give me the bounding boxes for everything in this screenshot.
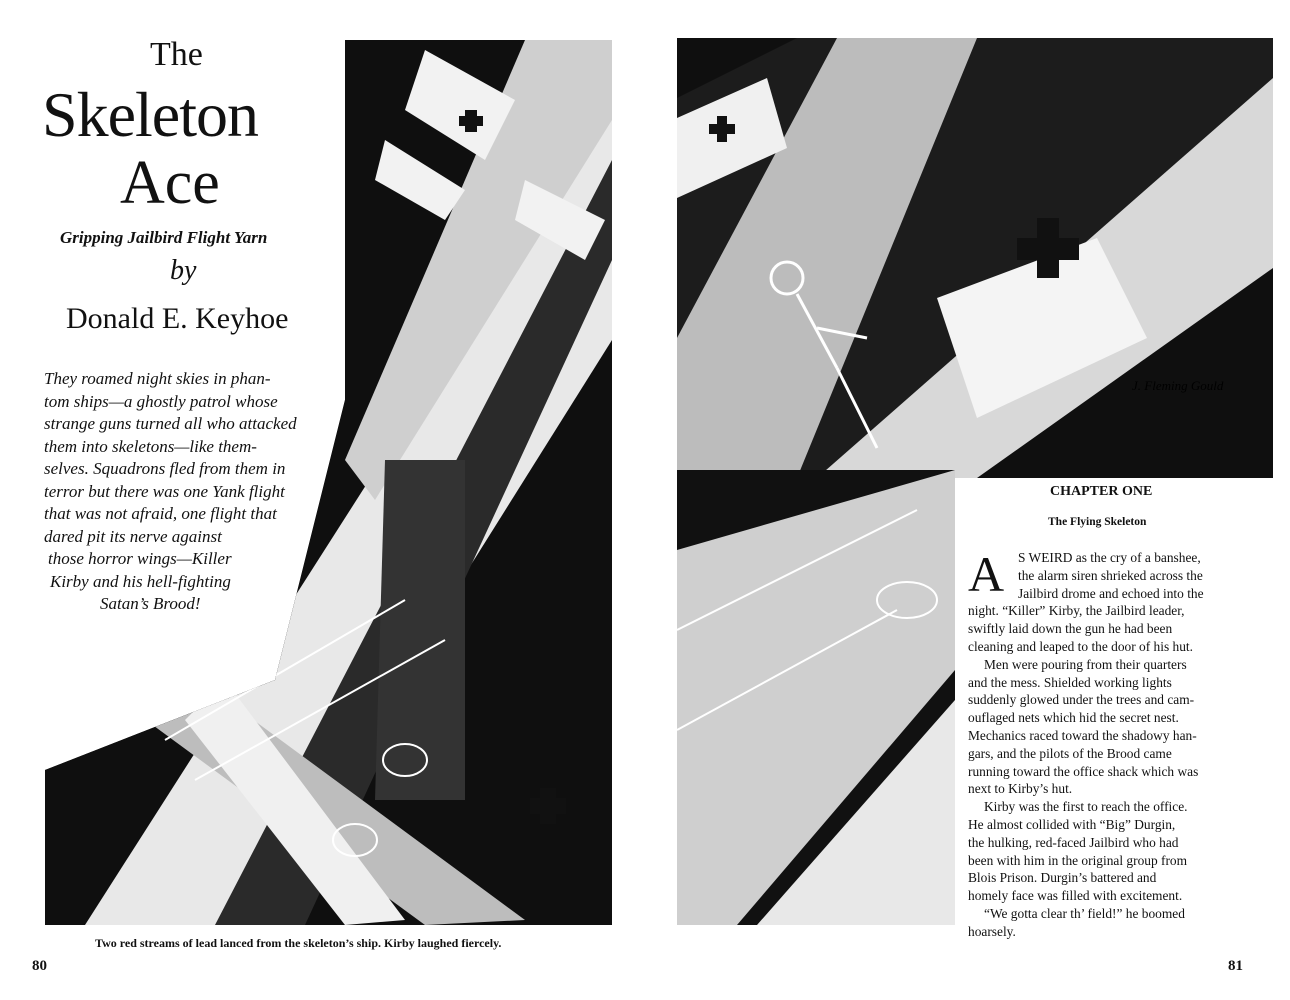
body-line: “We gotta clear th’ field!” he boomed	[984, 905, 1185, 921]
blurb-line: strange guns turned all who attacked	[44, 414, 297, 433]
body-line: He almost collided with “Big” Durgin,	[968, 816, 1176, 832]
blurb-line: Satan’s Brood!	[100, 594, 201, 613]
body-line: hoarsely.	[968, 923, 1016, 939]
blurb-line: dared pit its nerve against	[44, 526, 222, 546]
blurb-line: They roamed night skies in phan-	[44, 369, 271, 388]
story-blurb	[44, 368, 344, 616]
body-line: next to Kirby’s hut.	[968, 781, 1073, 797]
body-line: cleaning and leaped to the door of his hut.	[968, 638, 1193, 654]
blurb-line: Kirby and his hell-fighting	[50, 571, 231, 591]
blurb-line: selves. Squadrons fled from them in	[44, 459, 286, 478]
byline-by: by	[170, 255, 197, 286]
illustration-right-top-art	[677, 38, 1273, 478]
page-number-right: 81	[1228, 958, 1243, 974]
page-number-left: 80	[32, 958, 47, 974]
body-line: Jailbird drome and echoed into the	[1018, 585, 1204, 601]
story-subtitle: Gripping Jailbird Flight Yarn	[60, 228, 268, 247]
illustration-right-lower	[677, 470, 955, 925]
illustration-right-lower-art	[677, 470, 955, 925]
body-line: suddenly glowed under the trees and cam-	[968, 692, 1195, 708]
body-line: Kirby was the first to reach the office.	[984, 799, 1188, 815]
blurb-line: those horror wings—Killer	[48, 549, 232, 568]
body-line: the hulking, red-faced Jailbird who had	[968, 834, 1179, 850]
body-line: ouflaged nets which hid the secret nest.	[968, 710, 1179, 726]
body-line: swiftly laid down the gun he had been	[968, 621, 1173, 637]
artist-signature: J. Fleming Gould	[1132, 378, 1224, 393]
blurb-line: terror but there was one Yank flight	[44, 481, 285, 501]
blurb-line: them into skeletons—like them-	[44, 436, 257, 456]
illustration-caption: Two red streams of lead lanced from the skeleton’s ship. Kirby laughed fiercely.	[95, 936, 502, 950]
body-line: Men were pouring from their quarters	[984, 656, 1187, 672]
body-line: running toward the office shack which was	[968, 763, 1199, 779]
title-skeleton: Skeleton	[42, 79, 258, 150]
illustration-right-skeleton-pilot	[677, 38, 1273, 478]
body-line: been with him in the original group from	[968, 852, 1188, 868]
body-line: S WEIRD as the cry of a banshee,	[1018, 550, 1201, 565]
title-ace: Ace	[120, 149, 220, 217]
chapter-subtitle: The Flying Skeleton	[1048, 516, 1147, 528]
body-line: the alarm siren shrieked across the	[1018, 567, 1203, 583]
blurb-line: tom ships—a ghostly patrol whose	[44, 391, 278, 411]
body-line: Mechanics raced toward the shadowy han-	[968, 727, 1197, 743]
body-line: homely face was filled with excitement.	[968, 888, 1183, 904]
chapter-body-text	[968, 546, 1248, 941]
drop-cap: A	[968, 546, 1005, 602]
body-line: Blois Prison. Durgin’s battered and	[968, 870, 1157, 886]
chapter-title: CHAPTER ONE	[1050, 484, 1153, 499]
body-line: gars, and the pilots of the Brood came	[968, 745, 1172, 761]
body-line: night. “Killer” Kirby, the Jailbird leader,	[968, 603, 1185, 619]
blurb-line: that was not afraid, one flight that	[44, 504, 277, 523]
body-line: and the mess. Shielded working lights	[968, 674, 1172, 690]
author-name: Donald E. Keyhoe	[66, 302, 289, 335]
title-the: The	[150, 36, 203, 73]
